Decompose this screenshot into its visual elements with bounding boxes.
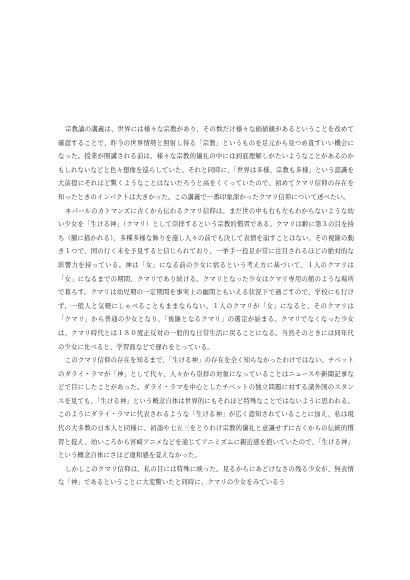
paragraph-living-god: このクマリ信仰の存在を知るまで、「生ける神」の存在を全く知らなかったわけではない。チベットのダライ・ラマが「神」として代々、人々から崇拝の対象になっていることはニュースや新聞記事などで目にしたことがあった。ダライ・ラマを中心としたチベットの独立問題に対する諸外国のスタンスを見ても、「生ける神」という概念自体は世界的にもそれほど特殊なことではないように思われる。このようにダライ・ラマに代表されるような「生ける神」が広く認知されていることに加え、私は現代の大多数の日本人と同様に、初詣や七五三をとりわけ宗教的儀礼と意識せずに古くからの伝統的慣習と捉え、幼いころから宮崎アニメなどを通じてアニミズムに親近感を抱いていたので、「生ける神」という概念自体にさほど違和感を覚えなかった。 — [58, 357, 354, 460]
paragraph-intro: 宗教論の講義は、世界には様々な宗教があり、その数だけ様々な価値観があるということを改めて確認することで、昨今の世界情勢と照射し得る「宗教」というものを足元から見つめ直すいい機会になった。授業が開講される前は、様々な宗教的儀礼の中には到底理解しがたいようなことがあるのかもしれないなどと色々想像を巡らしていた。それと同時に、「世界は多様、宗教も多様」という認識を大前提にそれほど驚くようなことはないだろうと高をくくっていたので、初めてクマリ信仰の存在を知ったときのインパクトは大きかった。この講義で一番印象深かったクマリ信仰について述べたい。 — [58, 126, 354, 201]
body-text — [58, 123, 354, 490]
paragraph-impression: しかしこのクマリ信仰は、私の目には特殊に映った。見るからにあどけなさの残る少女が、無表情な「神」であるということに大変驚いたと同時に、クマリの少女をみているう — [58, 465, 354, 487]
paragraph-kumari-description: ネパールのカトマンズに古くから伝わるクマリ信仰は、まだ世の中も右も左もわからないような幼い少女を「生ける神」（クマリ）として崇拝するという宗教的慣習である。クマリは齢に第３の目を持ち（額に描かれる）、多種多様な飾りを施し人々の前でも決して表情を崩すことはない。その視線の動き１つで、国の行く末を予見すると信じられており、一挙手一投足が常に注目されるほどの絶対的な影響力を持っている。神は「女」になる前の少女に宿るという考え方に基づいて、１人のクマリは「女」になるまでの期間、クマリであり続ける。クマリとなった少女はクマリ専用の館のような場所で暮らす。クマリは幼児期の一定期間を事実上の幽閉ともいえる状況下で過ごすので、学校にも行けず、一般人と気軽にしゃべることもままならない。１人のクマリが「女」になると、そのクマリは「クマリ」から普通の少女となり、「後継となるクマリ」の選定が始まる。クマリでなくなった少女は、クマリ時代とは１８０度正反対の一般的な日常生活に戻ることになる。当然そのときには同年代の少女に比べると、学習面などで遅れをとっている。 — [58, 207, 354, 351]
